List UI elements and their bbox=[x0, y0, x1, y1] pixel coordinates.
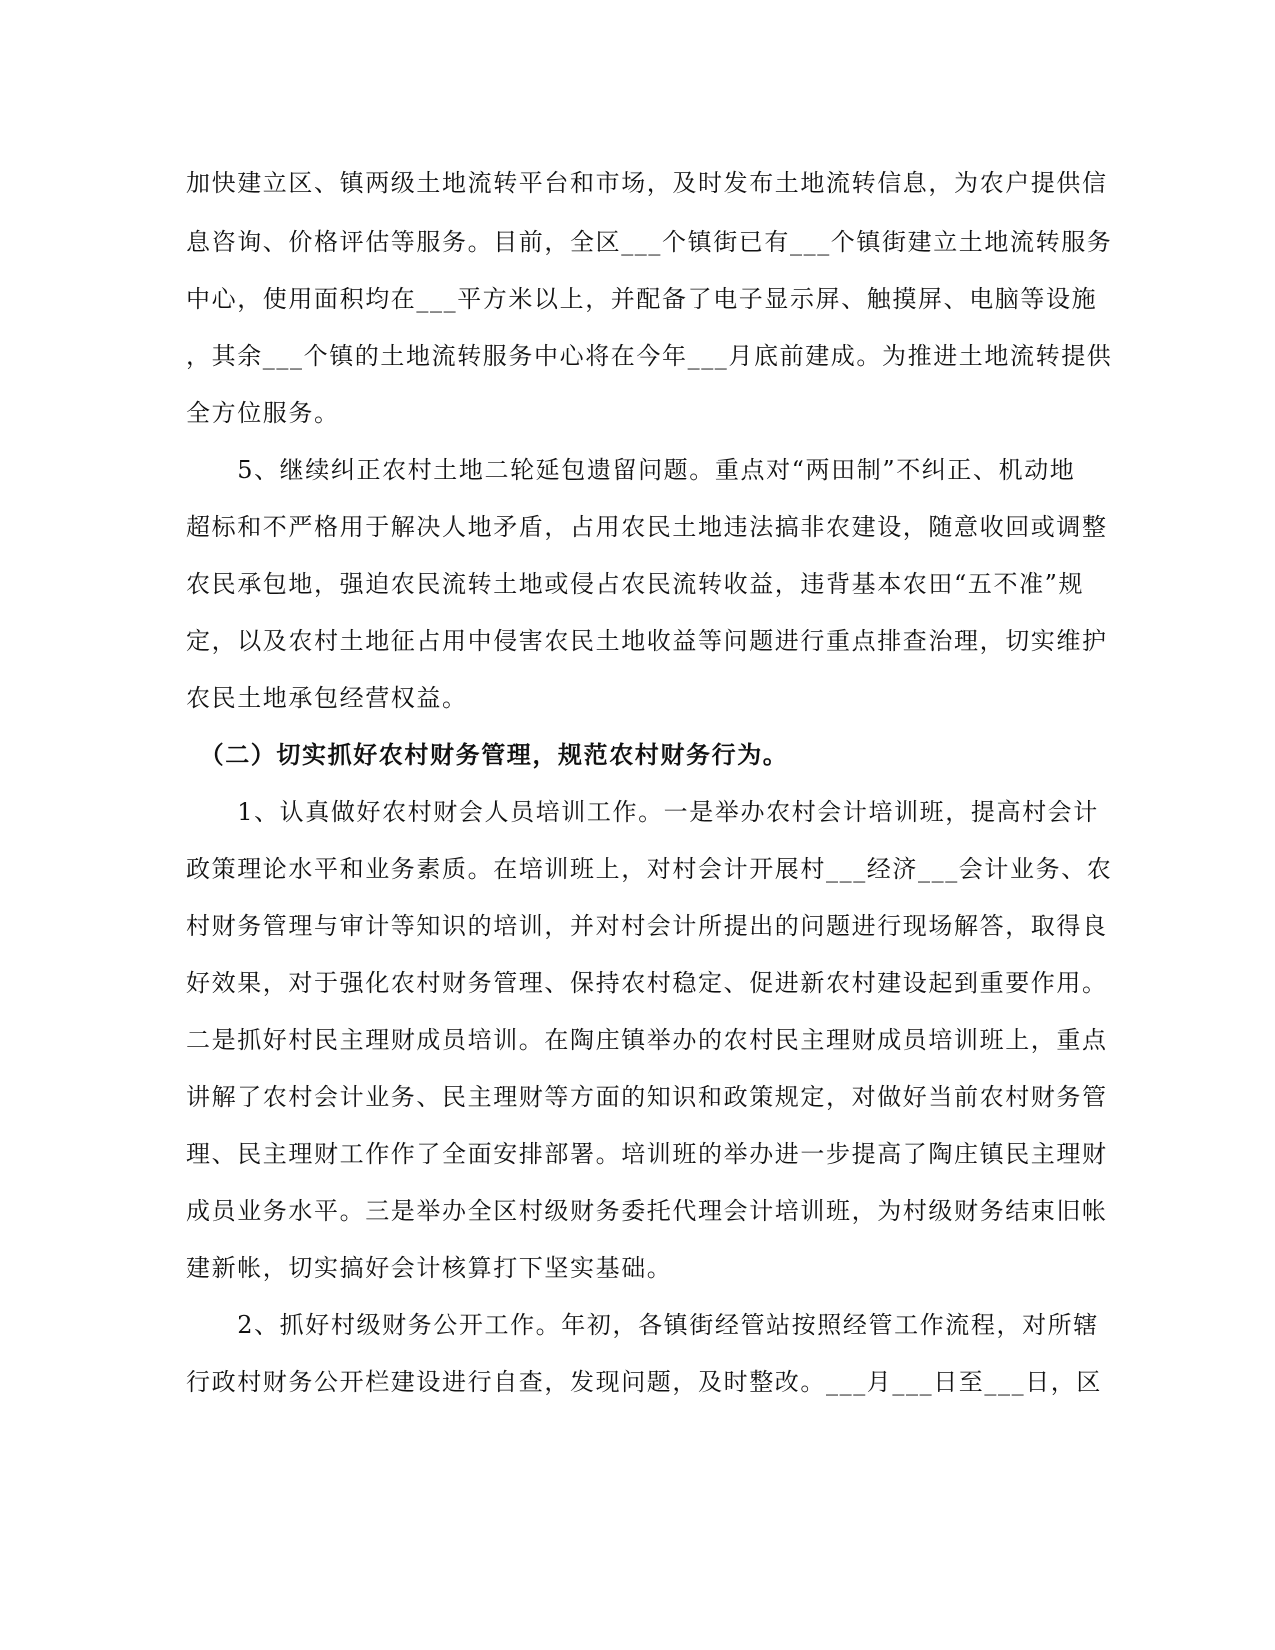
text-line: 超标和不严格用于解决人地矛盾，占用农民土地违法搞非农建设，随意收回或调整 bbox=[186, 513, 1108, 541]
text-line: ，其余___个镇的土地流转服务中心将在今年___月底前建成。为推进土地流转提供 bbox=[186, 342, 1113, 370]
text-line: 息咨询、价格评估等服务。目前，全区___个镇街已有___个镇街建立土地流转服务 bbox=[186, 228, 1113, 256]
text-line: 讲解了农村会计业务、民主理财等方面的知识和政策规定，对做好当前农村财务管 bbox=[186, 1083, 1108, 1111]
text-line: 加快建立区、镇两级土地流转平台和市场，及时发布土地流转信息，为农户提供信 bbox=[186, 169, 1108, 197]
text-line: 定，以及农村土地征占用中侵害农民土地收益等问题进行重点排查治理，切实维护 bbox=[186, 627, 1108, 655]
section-heading: （二）切实抓好农村财务管理，规范农村财务行为。 bbox=[186, 740, 789, 769]
text-line: 2、抓好村级财务公开工作。年初，各镇街经管站按照经管工作流程，对所辖 bbox=[186, 1311, 1099, 1339]
text-line: 1、认真做好农村财会人员培训工作。一是举办农村会计培训班，提高村会计 bbox=[186, 798, 1099, 826]
text-line: 5、继续纠正农村土地二轮延包遗留问题。重点对“两田制”不纠正、机动地 bbox=[186, 456, 1076, 484]
text-line: 成员业务水平。三是举办全区村级财务委托代理会计培训班，为村级财务结束旧帐 bbox=[186, 1197, 1108, 1225]
text-line: 好效果，对于强化农村财务管理、保持农村稳定、促进新农村建设起到重要作用。 bbox=[186, 969, 1108, 997]
text-line: 全方位服务。 bbox=[186, 399, 340, 427]
text-line: 村财务管理与审计等知识的培训，并对村会计所提出的问题进行现场解答，取得良 bbox=[186, 912, 1108, 940]
text-line: 农民承包地，强迫农民流转土地或侵占农民流转收益，违背基本农田“五不准”规 bbox=[186, 570, 1085, 598]
text-line: 行政村财务公开栏建设进行自查，发现问题，及时整改。___月___日至___日，区 bbox=[186, 1368, 1102, 1396]
text-line: 二是抓好村民主理财成员培训。在陶庄镇举办的农村民主理财成员培训班上，重点 bbox=[186, 1026, 1108, 1054]
text-line: 建新帐，切实搞好会计核算打下坚实基础。 bbox=[186, 1254, 673, 1282]
text-line: 农民土地承包经营权益。 bbox=[186, 684, 468, 712]
text-line: 中心，使用面积均在___平方米以上，并配备了电子显示屏、触摸屏、电脑等设施 bbox=[186, 285, 1098, 313]
text-line: 政策理论水平和业务素质。在培训班上，对村会计开展村___经济___会计业务、农 bbox=[186, 855, 1113, 883]
text-line: 理、民主理财工作作了全面安排部署。培训班的举办进一步提高了陶庄镇民主理财 bbox=[186, 1140, 1108, 1168]
